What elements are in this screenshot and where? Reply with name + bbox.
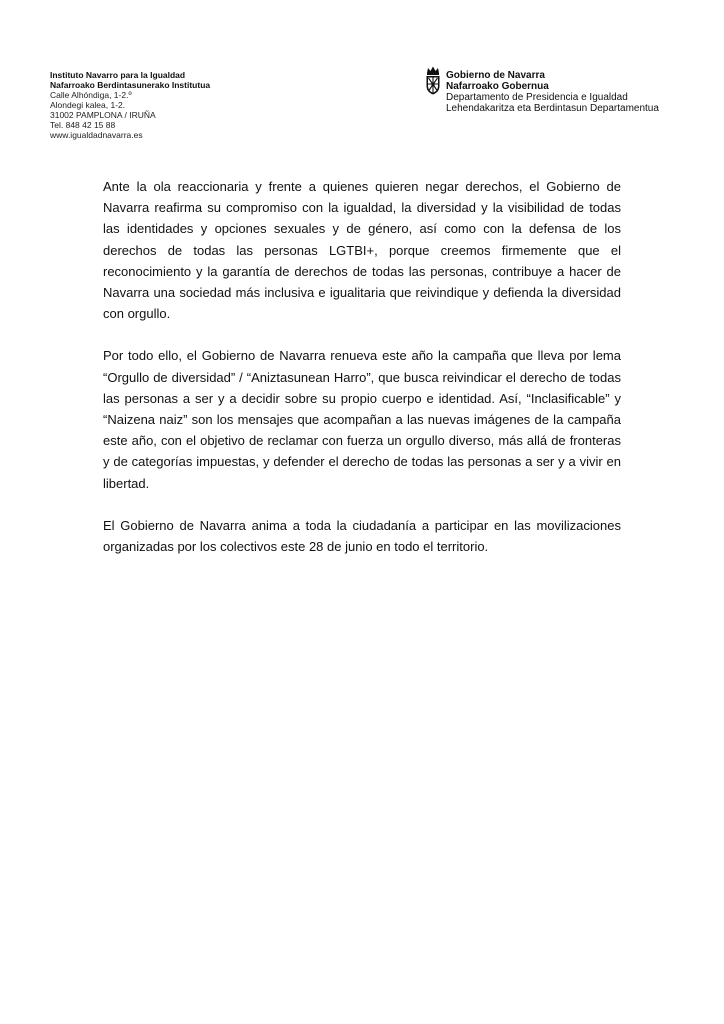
institute-name-es: Instituto Navarro para la Igualdad — [50, 70, 186, 80]
institute-letterhead — [50, 70, 210, 140]
website: www.igualdadnavarra.es — [50, 130, 143, 140]
department-eu: Lehendakaritza eta Berdintasun Departamentua — [446, 103, 659, 114]
address-eu: Alondegi kalea, 1-2. — [50, 100, 126, 110]
gov-name-es: Gobierno de Navarra — [446, 70, 545, 81]
paragraph-2: Por todo ello, el Gobierno de Navarra renueva este año la campaña que lleva por lema “Orgullo de diversidad” / “Aniztasunean Harro”, que busca reivindicar el derecho de todas las personas a ser y a decidir sobre su propio cuerpo e identidad. Así, “Inclasificable” y “Naizena naiz” son los mensajes que acompañan a las nuevas imágenes de la campaña este año, con el objetivo de reclamar con fuerza un orgullo diverso, más allá de fronteras y de categorías impuestas, y defender el derecho de todas las personas a ser y a vivir en libertad. — [103, 348, 621, 491]
government-letterhead — [424, 64, 704, 116]
gov-name-eu: Nafarroako Gobernua — [446, 81, 549, 92]
institute-name-eu: Nafarroako Berdintasunerako Institutua — [50, 80, 211, 90]
address-es: Calle Alhóndiga, 1-2.º — [50, 90, 132, 100]
navarra-crest-icon — [424, 64, 442, 96]
department-es: Departamento de Presidencia e Igualdad — [446, 92, 628, 103]
document-body — [103, 176, 621, 578]
government-text — [446, 70, 659, 114]
paragraph-1: Ante la ola reaccionaria y frente a quienes quieren negar derechos, el Gobierno de Navarra reafirma su compromiso con la igualdad, la diversidad y la visibilidad de todas las identidades y opciones sexuales y de género, así como con la defensa de los derechos de todas las personas LGTBI+, porque creemos firmemente que el reconocimiento y la garantía de derechos de todas las personas, contribuye a hacer de Navarra una sociedad más inclusiva e igualitaria que reivindique y defienda la diversidad con orgullo. — [103, 179, 621, 322]
paragraph-3: El Gobierno de Navarra anima a toda la ciudadanía a participar en las movilizaciones organizadas por los colectivos este 28 de junio en todo el territorio. — [103, 517, 621, 555]
phone: Tel. 848 42 15 88 — [50, 120, 116, 130]
city: 31002 PAMPLONA / IRUÑA — [50, 110, 156, 120]
